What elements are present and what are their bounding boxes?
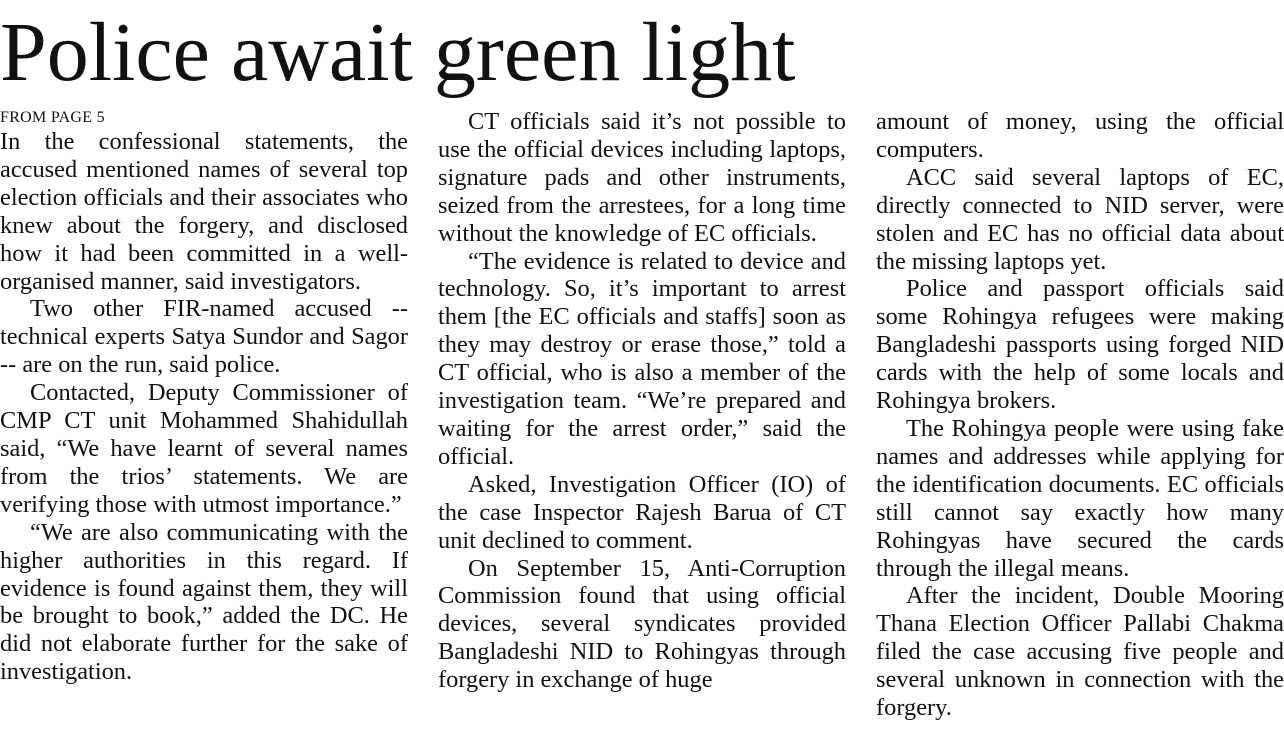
paragraph: The Rohingya people were using fake names and addresses while applying for the identification documents. EC officials still cannot say exactly how many Rohingyas have secured the cards through the illegal means.: [876, 414, 1284, 582]
paragraph: After the incident, Double Mooring Thana Election Officer Pallabi Chakma filed the case accusing five people and several unknown in connection with the forgery.: [876, 582, 1284, 722]
continuation-kicker: FROM PAGE 5: [0, 109, 105, 126]
paragraph: Police and passport officials said some Rohingya refugees were making Bangladeshi passports using forged NID cards with the help of some locals and Rohingya brokers.: [876, 275, 1284, 415]
paragraph: “We are also communicating with the higher authorities in this regard. If evidence is found against them, they will be brought to book,” added the DC. He did not elaborate further for the sake of investigation.: [0, 518, 408, 686]
paragraph: “The evidence is related to device and technology. So, it’s important to arrest them [the EC officials and staffs] soon as they may destroy or erase those,” told a CT official, who is also a member of the investigation team. “We’re prepared and waiting for the arrest order,” said the official.: [438, 247, 846, 470]
paragraph: CT officials said it’s not possible to use the official devices including laptops, signature pads and other instruments, seized from the arrestees, for a long time without the knowledge of EC officials.: [438, 108, 846, 247]
paragraph: On September 15, Anti-Corruption Commission found that using official devices, several syndicates provided Bangladeshi NID to Rohingyas through forgery in exchange of huge: [438, 554, 846, 694]
paragraph: Asked, Investigation Officer (IO) of the case Inspector Rajesh Barua of CT unit declined to comment.: [438, 470, 846, 554]
headline: Police await green light: [0, 6, 796, 99]
paragraph: Two other FIR-named accused -- technical experts Satya Sundor and Sagor -- are on the run, said police.: [0, 295, 408, 379]
paragraph: Contacted, Deputy Commissioner of CMP CT unit Mohammed Shahidullah said, “We have learnt of several names from the trios’ statements. We are verifying those with utmost importance.”: [0, 379, 408, 518]
article-column-3: [876, 108, 1284, 728]
paragraph: ACC said several laptops of EC, directly connected to NID server, were stolen and EC has no official data about the missing laptops yet.: [876, 163, 1284, 275]
article-column-1: [0, 108, 408, 728]
paragraph-continued: amount of money, using the official computers.: [876, 108, 1284, 163]
article-column-2: [438, 108, 846, 728]
paragraph: In the confessional statements, the accused mentioned names of several top election officials and their associates who knew about the forgery, and disclosed how it had been committed in a well-organised manner, said investigators.: [0, 128, 408, 295]
